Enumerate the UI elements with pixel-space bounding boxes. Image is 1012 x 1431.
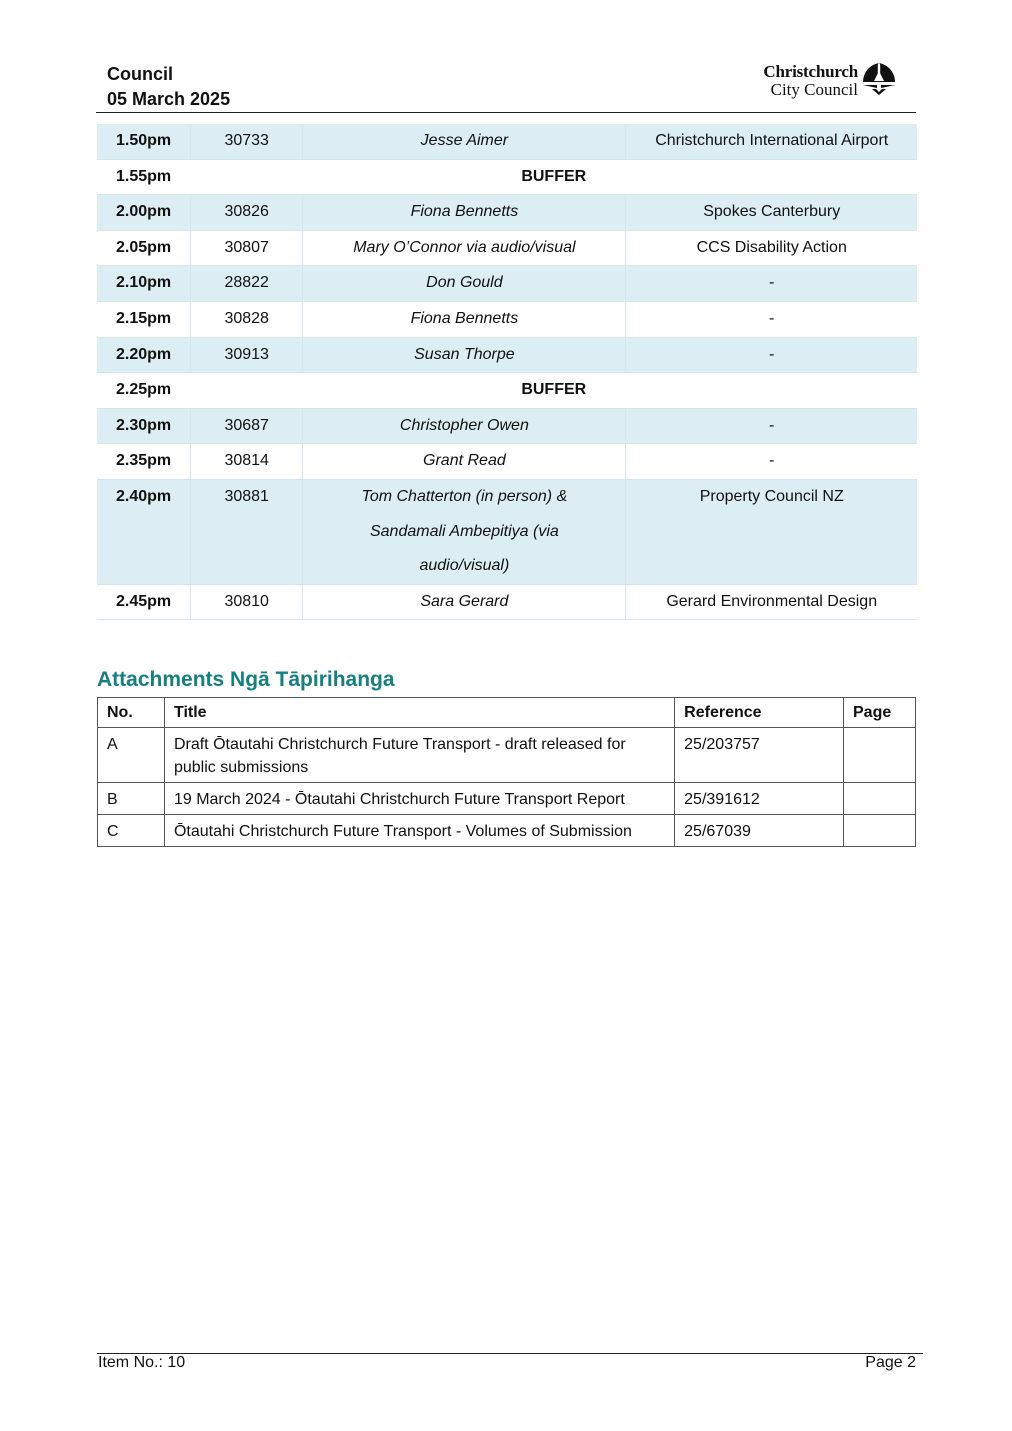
column-header-title: Title — [164, 698, 674, 728]
schedule-row — [97, 230, 917, 266]
attachment-title: 19 March 2024 - Ōtautahi Christchurch Future Transport Report — [164, 783, 674, 815]
organisation-cell: - — [626, 337, 917, 373]
attachment-reference: 25/67039 — [675, 815, 844, 847]
buffer-cell: BUFFER — [191, 373, 917, 409]
submission-number-cell: 30881 — [191, 479, 303, 584]
organisation-cell: Spokes Canterbury — [626, 195, 917, 231]
time-cell: 2.30pm — [97, 408, 191, 444]
schedule-buffer-row — [97, 373, 917, 409]
submission-number-cell: 30913 — [191, 337, 303, 373]
attachment-row — [98, 783, 916, 815]
speaker-name-cell: Fiona Bennetts — [303, 195, 626, 231]
header-rule — [96, 112, 916, 113]
attachment-reference: 25/203757 — [675, 728, 844, 783]
time-cell: 2.00pm — [97, 195, 191, 231]
organisation-cell: Gerard Environmental Design — [626, 584, 917, 620]
logo-text-line2: City Council — [770, 80, 858, 99]
time-cell: 2.10pm — [97, 266, 191, 302]
submission-number-cell: 30828 — [191, 301, 303, 337]
attachment-reference: 25/391612 — [675, 783, 844, 815]
submission-number-cell: 30687 — [191, 408, 303, 444]
document-header — [107, 62, 230, 112]
organisation-cell: Christchurch International Airport — [626, 124, 917, 159]
time-cell: 2.25pm — [97, 373, 191, 409]
speaker-name-cell: Sara Gerard — [303, 584, 626, 620]
schedule-buffer-row — [97, 159, 917, 195]
attachment-page — [844, 783, 916, 815]
time-cell: 2.35pm — [97, 444, 191, 480]
submission-number-cell: 30807 — [191, 230, 303, 266]
attachment-no: A — [98, 728, 165, 783]
submission-number-cell: 28822 — [191, 266, 303, 302]
schedule-row — [97, 584, 917, 620]
column-header-page: Page — [844, 698, 916, 728]
organisation-cell: - — [626, 266, 917, 302]
submission-number-cell: 30814 — [191, 444, 303, 480]
attachment-title: Ōtautahi Christchurch Future Transport - Volumes of Submission — [164, 815, 674, 847]
attachment-no: B — [98, 783, 165, 815]
attachments-heading: Attachments Ngā Tāpirihanga — [97, 668, 395, 691]
time-cell: 2.20pm — [97, 337, 191, 373]
time-cell: 1.55pm — [97, 159, 191, 195]
schedule-row — [97, 266, 917, 302]
organisation-cell: CCS Disability Action — [626, 230, 917, 266]
attachments-header-row — [98, 698, 916, 728]
time-cell: 2.05pm — [97, 230, 191, 266]
organisation-cell: - — [626, 444, 917, 480]
submission-number-cell: 30826 — [191, 195, 303, 231]
submission-number-cell: 30733 — [191, 124, 303, 159]
submission-number-cell: 30810 — [191, 584, 303, 620]
schedule-row — [97, 444, 917, 480]
schedule-row — [97, 337, 917, 373]
speaker-name-cell: Don Gould — [303, 266, 626, 302]
meeting-date: 05 March 2025 — [107, 89, 231, 109]
speaker-name-cell: Mary O’Connor via audio/visual — [303, 230, 626, 266]
time-cell: 2.40pm — [97, 479, 191, 584]
council-logo — [742, 62, 902, 102]
attachment-page — [844, 728, 916, 783]
attachment-row — [98, 728, 916, 783]
organisation-cell: - — [626, 301, 917, 337]
footer-page-number: Page 2 — [865, 1354, 916, 1371]
speaker-schedule-table — [97, 124, 917, 620]
column-header-reference: Reference — [675, 698, 844, 728]
attachment-title: Draft Ōtautahi Christchurch Future Transport - draft released for public submissions — [164, 728, 674, 783]
speaker-name-cell: Grant Read — [303, 444, 626, 480]
attachment-page — [844, 815, 916, 847]
speaker-name-cell: Fiona Bennetts — [303, 301, 626, 337]
schedule-row — [97, 479, 917, 584]
schedule-row — [97, 124, 917, 159]
cathedral-logo-icon — [860, 62, 898, 98]
speaker-name-cell: Christopher Owen — [303, 408, 626, 444]
logo-text-line1: Christchurch — [763, 62, 858, 81]
speaker-name-cell: Jesse Aimer — [303, 124, 626, 159]
time-cell: 2.15pm — [97, 301, 191, 337]
time-cell: 1.50pm — [97, 124, 191, 159]
attachment-no: C — [98, 815, 165, 847]
attachment-row — [98, 815, 916, 847]
schedule-row — [97, 408, 917, 444]
footer-item-number: Item No.: 10 — [98, 1354, 186, 1371]
meeting-title: Council — [107, 64, 173, 84]
attachments-table — [97, 697, 916, 847]
buffer-cell: BUFFER — [191, 159, 917, 195]
organisation-cell: - — [626, 408, 917, 444]
schedule-row — [97, 195, 917, 231]
time-cell: 2.45pm — [97, 584, 191, 620]
organisation-cell: Property Council NZ — [626, 479, 917, 584]
schedule-row — [97, 301, 917, 337]
speaker-name-cell: Susan Thorpe — [303, 337, 626, 373]
column-header-no: No. — [98, 698, 165, 728]
footer-rule — [97, 1353, 923, 1354]
speaker-name-cell: Tom Chatterton (in person) & Sandamali Ambepitiya (via audio/visual) — [303, 479, 626, 584]
